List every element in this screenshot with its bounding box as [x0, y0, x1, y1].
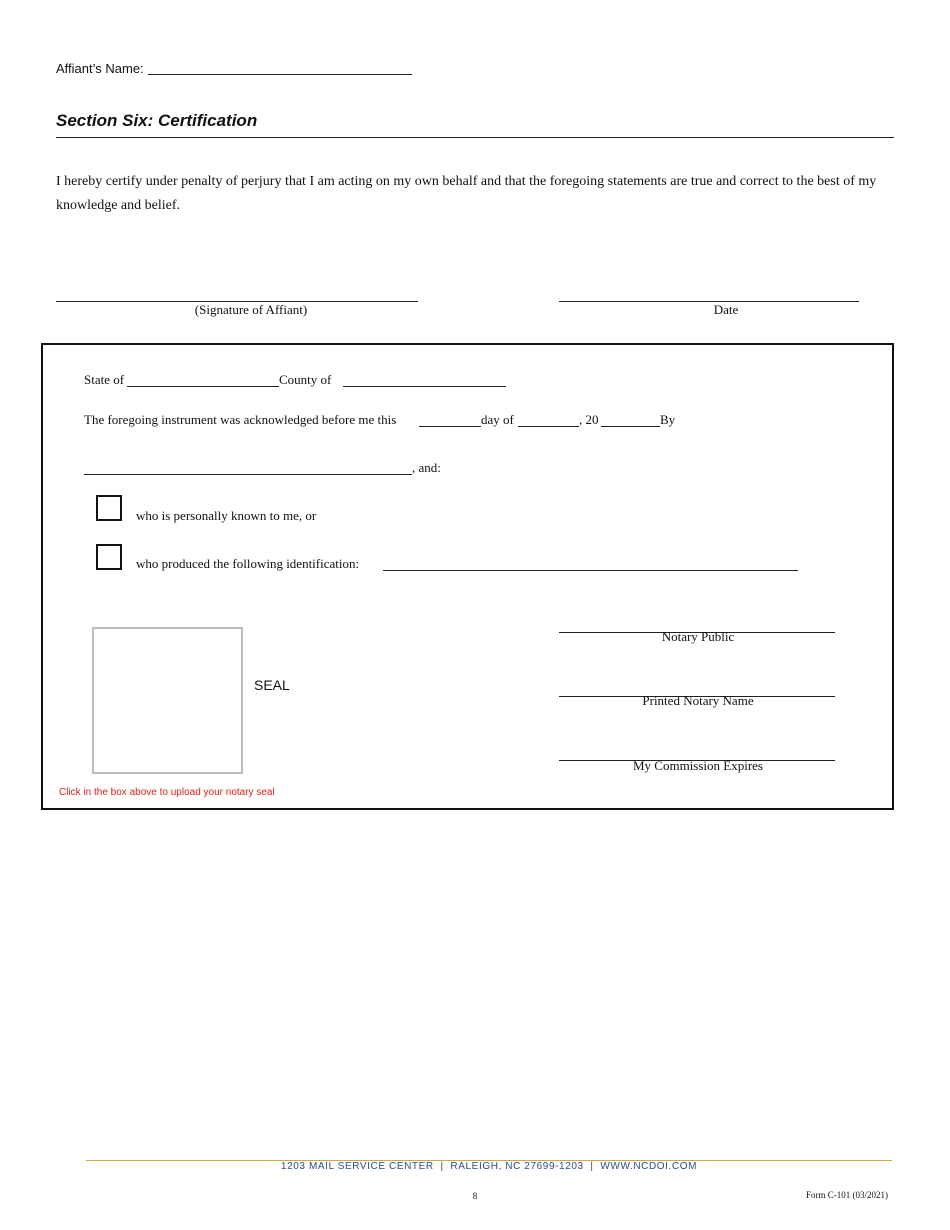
section-title: Section Six: Certification	[56, 111, 258, 130]
identification-input[interactable]	[383, 570, 798, 571]
ack-month-input[interactable]	[518, 426, 579, 427]
and-text: , and:	[412, 460, 441, 475]
form-id: Form C-101 (03/2021)	[806, 1190, 888, 1200]
state-input[interactable]	[127, 386, 279, 387]
footer-address: 1203 MAIL SERVICE CENTER | RALEIGH, NC 27699-1203 | WWW.NCDOI.COM	[280, 1161, 698, 1172]
ack-day-of: day of	[481, 412, 514, 427]
ack-year-label: , 20	[579, 412, 599, 427]
ack-year-input[interactable]	[601, 426, 660, 427]
affiant-name-label: Affiant’s Name:	[56, 61, 144, 76]
produced-id-checkbox[interactable]	[96, 544, 122, 570]
ack-prefix: The foregoing instrument was acknowledged before me this	[84, 412, 397, 427]
notary-public-caption: Notary Public	[661, 629, 735, 644]
printed-notary-name-caption: Printed Notary Name	[642, 693, 754, 708]
seal-upload-hint: Click in the box above to upload your notary seal	[59, 787, 275, 798]
date-caption: Date	[713, 302, 739, 317]
seal-label: SEAL	[254, 677, 290, 693]
ack-day-input[interactable]	[419, 426, 481, 427]
notary-seal-upload[interactable]	[92, 627, 243, 774]
signer-name-input[interactable]	[84, 474, 412, 475]
produced-id-label: who produced the following identification:	[136, 556, 360, 571]
certification-statement: I hereby certify under penalty of perjury that I am acting on my own behalf and that the foregoing statements are true and correct to the best of my knowledge and belief.	[56, 174, 877, 213]
ack-by-label: By	[660, 412, 676, 427]
affiant-signature-caption: (Signature of Affiant)	[194, 302, 308, 317]
state-label: State of	[84, 372, 125, 387]
personally-known-label: who is personally known to me, or	[136, 508, 317, 523]
county-label: County of	[279, 372, 332, 387]
personally-known-checkbox[interactable]	[96, 495, 122, 521]
commission-expires-caption: My Commission Expires	[632, 758, 763, 773]
county-input[interactable]	[343, 386, 506, 387]
affiant-name-input[interactable]	[148, 74, 412, 75]
section-divider	[56, 137, 894, 138]
page-number: 8	[472, 1191, 478, 1201]
